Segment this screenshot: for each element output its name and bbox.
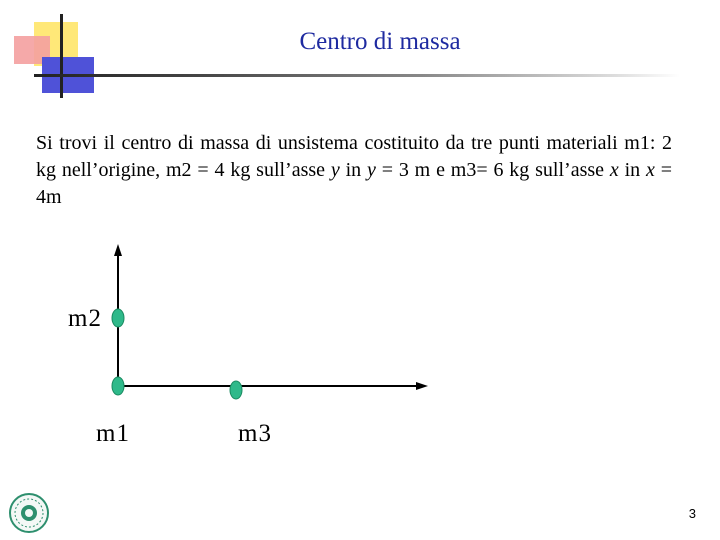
problem-text-5: = 4m [36, 159, 672, 208]
problem-var-x1: x [609, 159, 619, 181]
problem-text-1: Si trovi il centro di massa di unsistema costituito da tre punti materiali m1: 2 kg nell’origine, m2 = 4 kg sull’asse [36, 132, 672, 181]
problem-text-4: in [618, 159, 646, 181]
point-m3 [230, 381, 242, 399]
page-number: 3 [688, 506, 696, 521]
problem-text-2: in [339, 159, 367, 181]
y-axis-arrowhead [114, 244, 122, 256]
label-m1: m1 [96, 420, 130, 447]
point-m1 [112, 377, 124, 395]
point-m2 [112, 309, 124, 327]
university-seal-icon [8, 492, 50, 534]
problem-text-3: = 3 m e m3= 6 kg sull’asse [375, 159, 610, 181]
problem-var-y2: y [367, 159, 376, 181]
problem-var-y1: y [330, 159, 340, 181]
problem-var-x2: x [645, 159, 655, 181]
label-m3: m3 [238, 420, 272, 447]
x-axis-arrowhead [416, 382, 428, 390]
label-m2: m2 [68, 305, 102, 332]
slide-title: Centro di massa [299, 28, 461, 55]
